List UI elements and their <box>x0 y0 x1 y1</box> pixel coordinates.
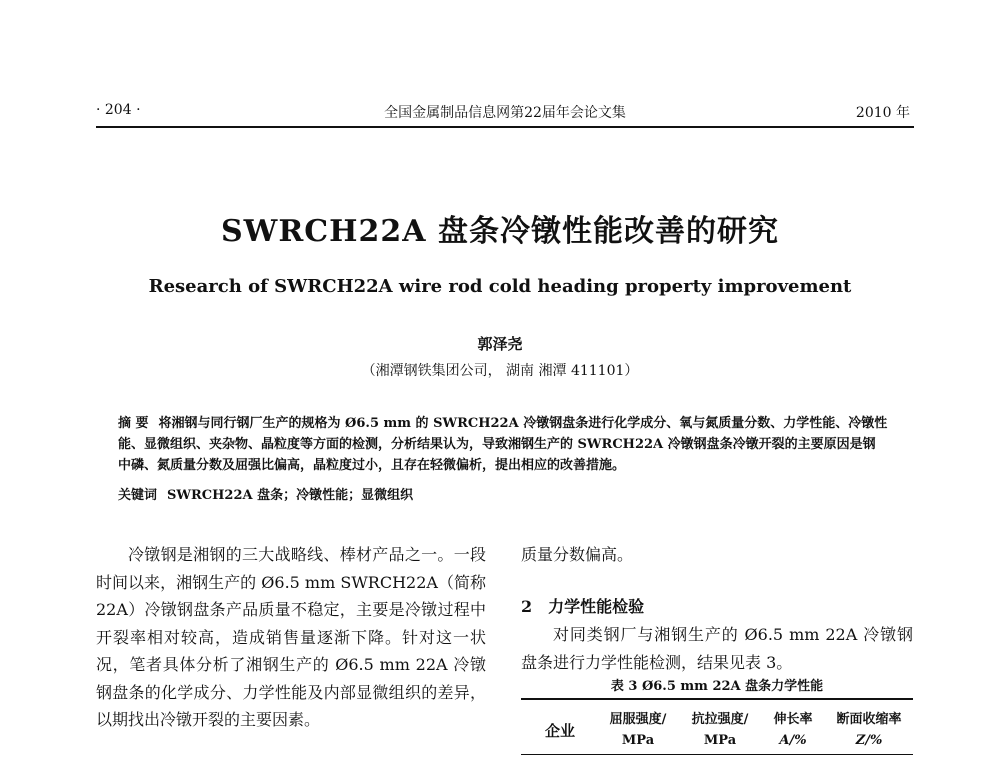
table-header-elongation-unit: A/% <box>779 733 807 748</box>
table-header-elongation: 伸长率 <box>773 712 813 727</box>
section-paragraph: 对同类钢厂与湘钢生产的 Ø6.5 mm 22A 冷镦钢盘条进行力学性能检测，结果见表 3。 <box>521 625 913 672</box>
paper-title-chinese: SWRCH22A 盘条冷镦性能改善的研究 <box>221 214 779 249</box>
section-number: 2 <box>521 597 533 616</box>
table-header-yield-strength: 屈服强度/ <box>609 712 667 727</box>
intro-paragraph: 冷镦钢是湘钢的三大战略线、棒材产品之一。一段时间以来，湘钢生产的 Ø6.5 mm SWRCH22A（简称 22A）冷镦钢盘条产品质量不稳定，主要是冷镦过程中开裂率相对较高，造成销售量逐渐下降。针对这一状况，笔者具体分析了湘钢生产的 Ø6.5 mm 22A 冷镦钢盘条的化学成分、力学性能及内部显微组织的差异，以期找出冷镦开裂的主要因素。 <box>96 545 486 729</box>
abstract-label: 摘 要 <box>118 416 149 431</box>
section-title: 力学性能检验 <box>548 597 645 616</box>
paper-title-english: Research of SWRCH22A wire rod cold heading property improvement <box>148 276 852 297</box>
table-caption: 表 3 Ø6.5 mm 22A 盘条力学性能 <box>610 679 824 694</box>
keywords-label: 关键词 <box>118 488 158 503</box>
journal-title: 全国金属制品信息网第22届年会论文集 <box>384 105 626 121</box>
abstract-text: 将湘钢与同行钢厂生产的规格为 Ø6.5 mm 的 SWRCH22A 冷镦钢盘条进行化学成分、氧与氮质量分数、力学性能、冷镦性能、显微组织、夹杂物、晶粒度等方面的检测，分析结果认为，导致湘钢生产的 SWRCH22A 冷镦钢盘条冷镦开裂的主要原因是钢中磷、氮质量分数及屈强比偏高，晶粒度过小，且存在轻微偏析，提出相应的改善措施。 <box>118 416 888 473</box>
table-header-tensile-unit: MPa <box>703 733 737 748</box>
abstract <box>118 413 888 476</box>
publication-year: 2010 年 <box>855 105 910 121</box>
keywords-text: SWRCH22A 盘条；冷镦性能；显微组织 <box>167 488 414 503</box>
table-header-reduction-unit: Z/% <box>855 733 883 748</box>
author-affiliation: （湘潭钢铁集团公司， 湖南 湘潭 411101） <box>361 363 639 379</box>
table-header-tensile-strength: 抗拉强度/ <box>691 712 749 727</box>
table-header-reduction-area: 断面收缩率 <box>836 712 902 727</box>
keywords <box>118 484 888 503</box>
author-name: 郭泽尧 <box>477 335 523 353</box>
running-header <box>96 102 914 128</box>
page-number: · 204 · <box>96 102 141 118</box>
table-header-yield-unit: MPa <box>621 733 655 748</box>
table-header-rule <box>521 754 913 755</box>
table-top-rule <box>521 698 913 700</box>
continued-text: 质量分数偏高。 <box>521 545 634 564</box>
table-header-company: 企业 <box>544 722 575 740</box>
header-rule <box>96 126 914 128</box>
section-heading <box>521 594 913 617</box>
